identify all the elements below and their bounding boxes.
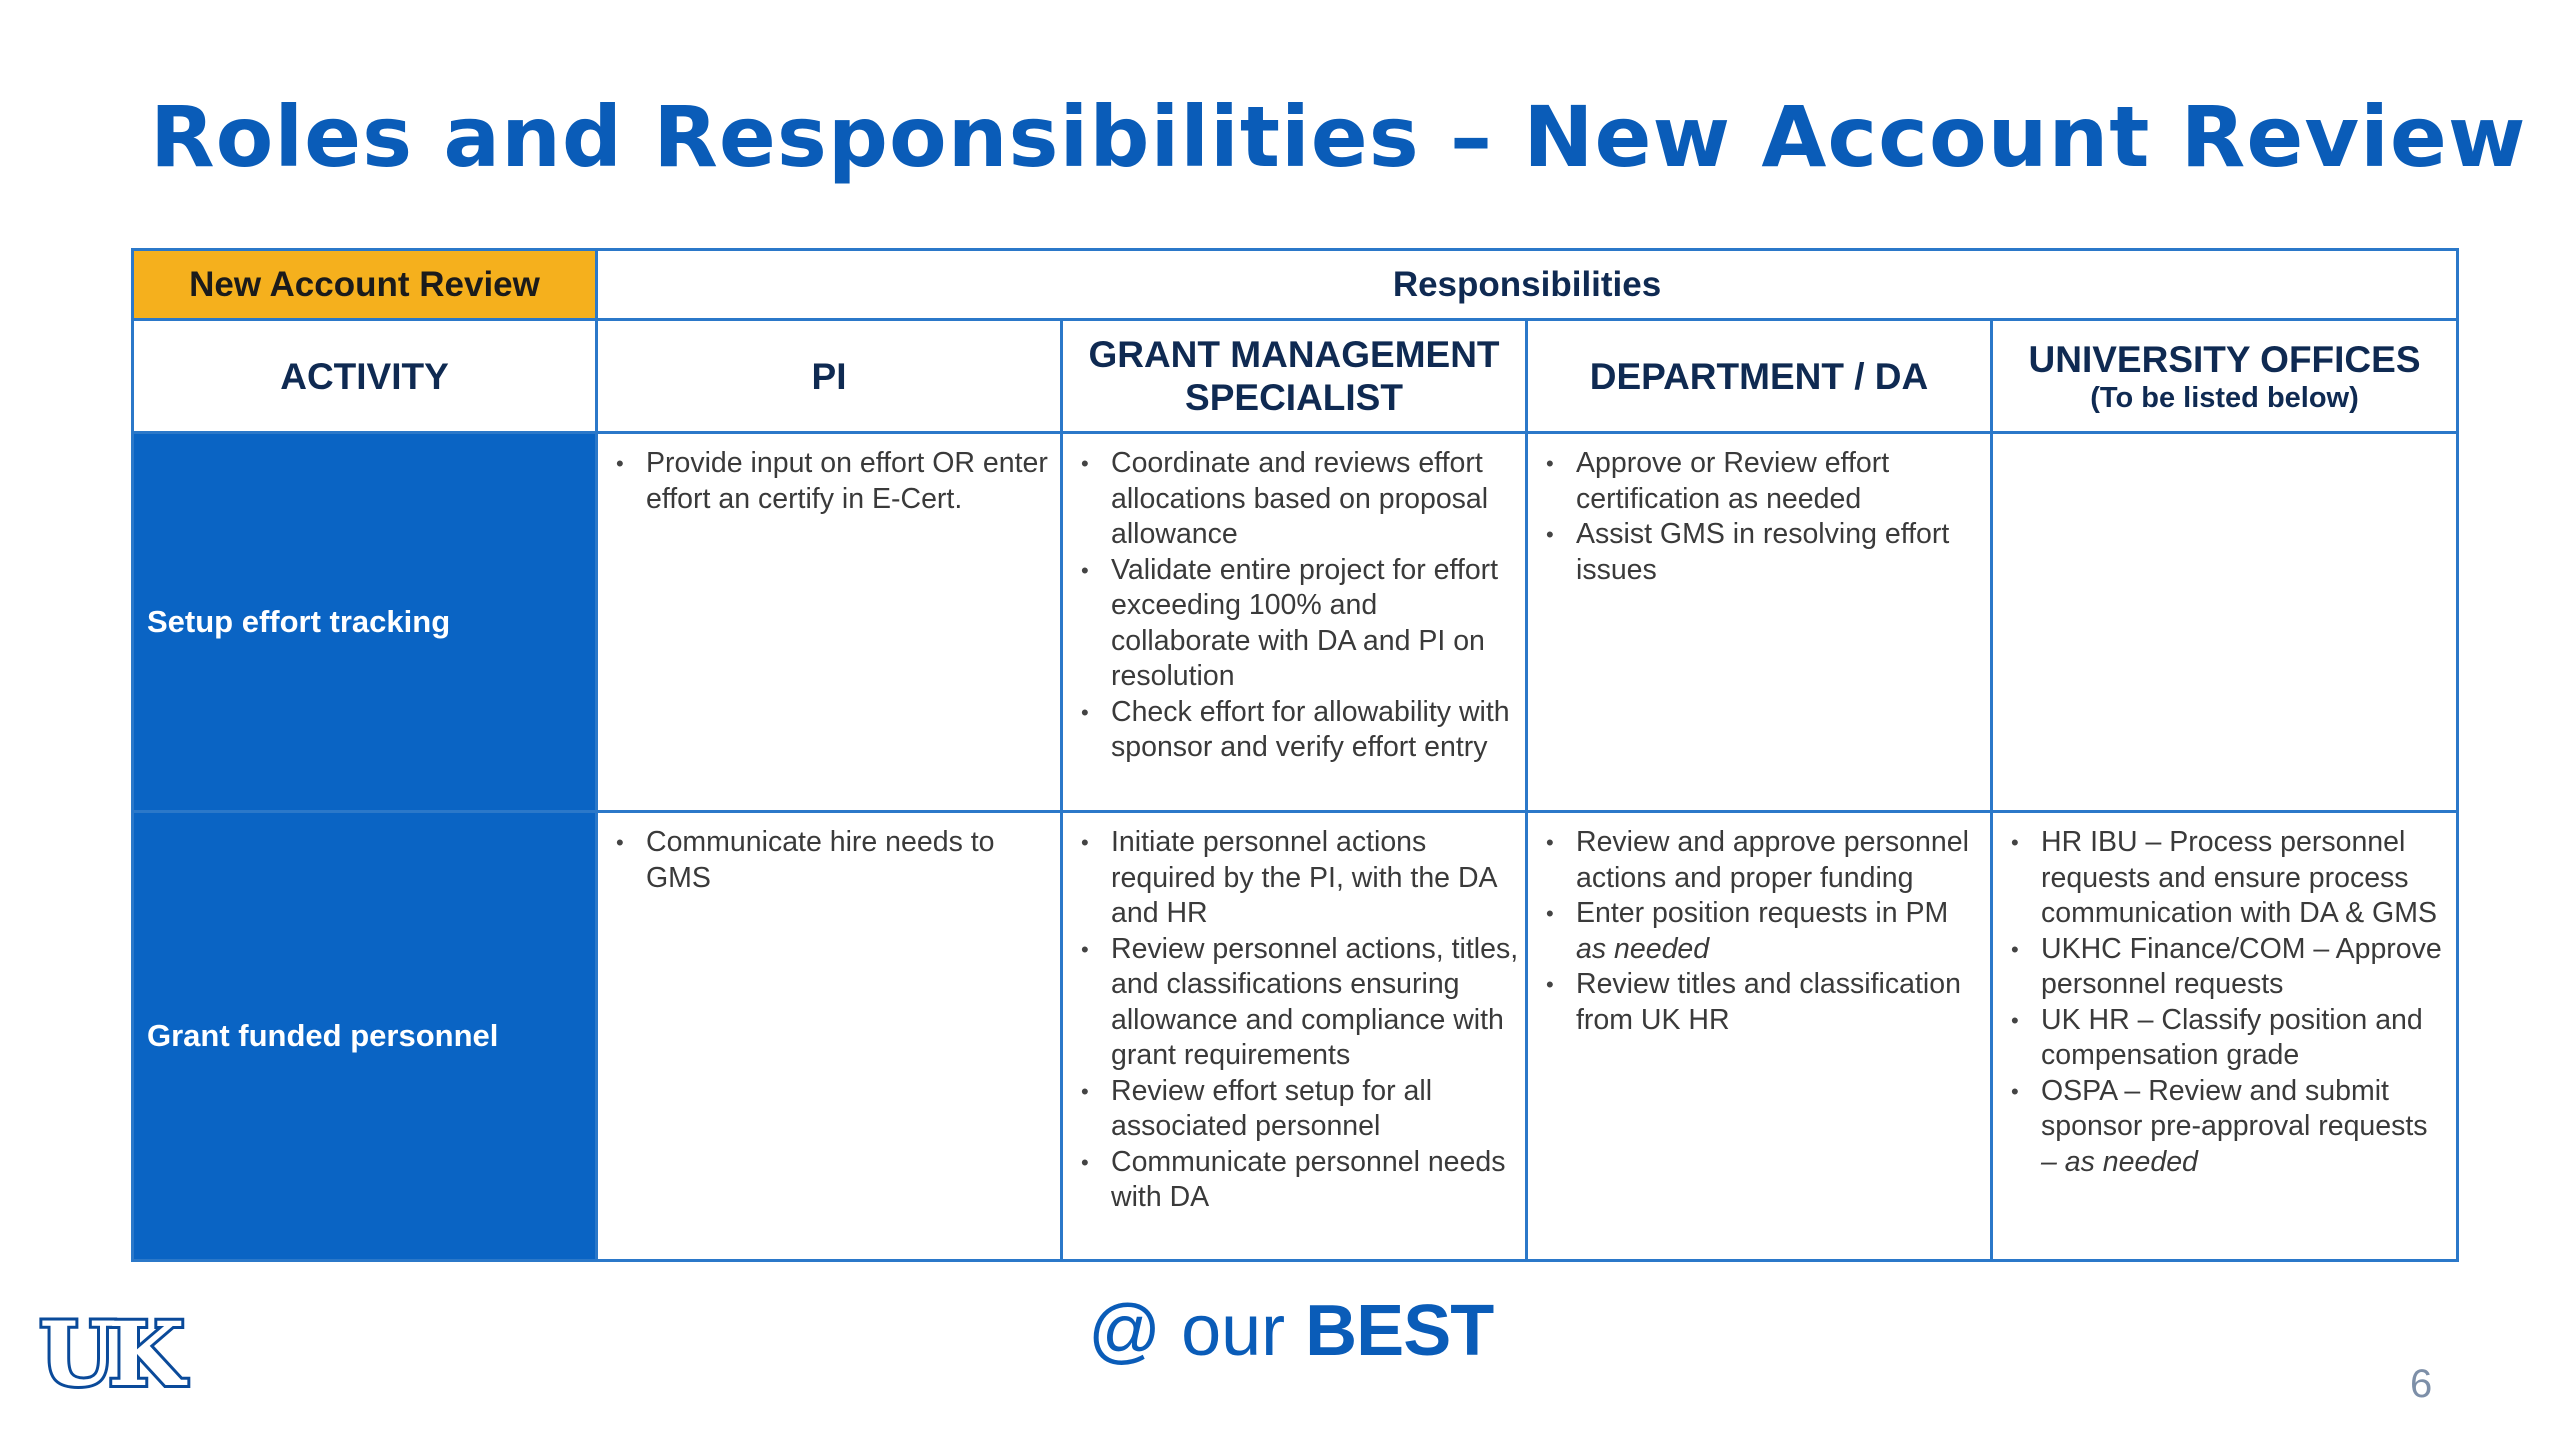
pi-cell xyxy=(597,812,1062,1261)
table-row xyxy=(133,812,2458,1261)
column-header-gms: GRANT MANAGEMENT SPECIALIST xyxy=(1062,320,1527,433)
table-row xyxy=(133,433,2458,812)
column-header-department: DEPARTMENT / DA xyxy=(1527,320,1992,433)
list-item: • Coordinate and reviews effort allocations based on proposal allowance xyxy=(1069,446,1519,553)
university-offices-cell xyxy=(1992,812,2458,1261)
list-item: • Approve or Review effort certification as needed xyxy=(1534,446,1984,517)
column-header-pi: PI xyxy=(597,320,1062,433)
gms-cell xyxy=(1062,433,1527,812)
list-item: • Review titles and classification from UK HR xyxy=(1534,967,1984,1038)
list-item: • Review personnel actions, titles, and classifications ensuring allowance and compliance with grant requirements xyxy=(1069,932,1519,1074)
list-item: • Communicate hire needs to GMS xyxy=(604,825,1054,896)
column-subheader-university-offices: (To be listed below) xyxy=(2090,381,2359,414)
list-item: • Initiate personnel actions required by the PI, with the DA and HR xyxy=(1069,825,1519,932)
gms-cell xyxy=(1062,812,1527,1261)
list-item: • Validate entire project for effort exceeding 100% and collaborate with DA and PI on resolution xyxy=(1069,553,1519,695)
responsibilities-header: Responsibilities xyxy=(597,250,2458,320)
list-item: • Enter position requests in PM as needed xyxy=(1534,896,1984,967)
slide-title: Roles and Responsibilities – New Account Review xyxy=(150,88,2527,186)
list-item: • Assist GMS in resolving effort issues xyxy=(1534,517,1984,588)
list-item: • Review and approve personnel actions and proper funding xyxy=(1534,825,1984,896)
department-cell xyxy=(1527,433,1992,812)
corner-label-cell: New Account Review xyxy=(133,250,597,320)
list-item: • OSPA – Review and submit sponsor pre-approval requests – as needed xyxy=(1999,1074,2450,1181)
department-cell xyxy=(1527,812,1992,1261)
list-item: • Communicate personnel needs with DA xyxy=(1069,1145,1519,1216)
list-item: • Provide input on effort OR enter effort an certify in E-Cert. xyxy=(604,446,1054,517)
tagline: @ our BEST xyxy=(1088,1291,1494,1371)
list-item: • Review effort setup for all associated personnel xyxy=(1069,1074,1519,1145)
list-item: • Check effort for allowability with sponsor and verify effort entry xyxy=(1069,695,1519,766)
uk-logo xyxy=(39,1302,177,1406)
list-item: • HR IBU – Process personnel requests and ensure process communication with DA & GMS xyxy=(1999,825,2450,932)
activity-cell: Setup effort tracking xyxy=(133,433,597,812)
column-header-activity: ACTIVITY xyxy=(133,320,597,433)
as-needed-note: – as needed xyxy=(2041,1145,2198,1178)
list-item: • UK HR – Classify position and compensation grade xyxy=(1999,1003,2450,1074)
list-item: • UKHC Finance/COM – Approve personnel requests xyxy=(1999,932,2450,1003)
as-needed-note: as needed xyxy=(1576,932,1710,965)
university-offices-cell xyxy=(1992,433,2458,812)
pi-cell xyxy=(597,433,1062,812)
responsibilities-table xyxy=(131,248,2459,1262)
column-header-university-offices: UNIVERSITY OFFICES (To be listed below) xyxy=(1992,320,2458,433)
page-number: 6 xyxy=(2410,1362,2433,1406)
svg-text:UK: UK xyxy=(39,1302,177,1406)
activity-cell: Grant funded personnel xyxy=(133,812,597,1261)
